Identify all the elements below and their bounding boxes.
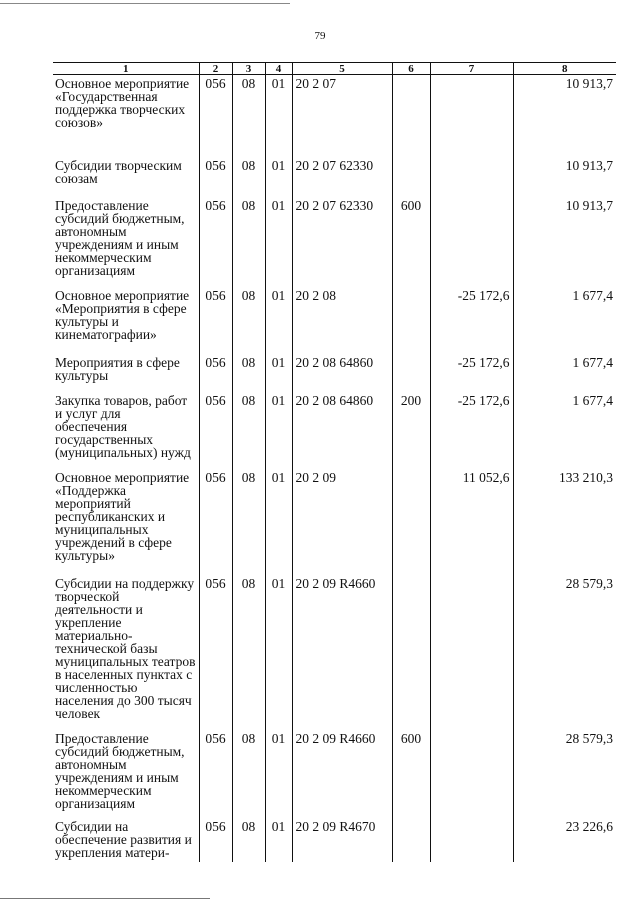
change-amount: [430, 730, 513, 818]
row-name: Мероприятия в сфере культуры: [55, 354, 180, 383]
row-name: Основное мероприятие «Государственная поддержка творческих союзов»: [55, 76, 190, 130]
scan-edge-line: [0, 3, 290, 4]
expense-type-code: [392, 575, 430, 730]
subsection-code: 01: [265, 75, 292, 157]
subsection-code: 01: [265, 157, 292, 197]
change-amount: -25 172,6: [430, 354, 513, 392]
article-code: 20 2 09 R4670: [292, 818, 392, 862]
table-row: [53, 818, 616, 862]
page-number: 79: [314, 30, 326, 42]
row-name: Субсидии на обеспечение развития и укрепления матери-: [55, 818, 192, 860]
table-row: [53, 354, 616, 392]
total-amount: 133 210,3: [513, 469, 616, 575]
article-code: 20 2 08 64860: [292, 392, 392, 469]
expense-type-code: [392, 157, 430, 197]
article-code: 20 2 08: [292, 287, 392, 354]
row-name: Основное мероприятие «Мероприятия в сфере культуры и кинематографии»: [55, 287, 190, 342]
row-name: Основное мероприятие «Поддержка мероприятий республиканских и муниципальных учреждений в сфере культуры»: [55, 469, 190, 563]
article-code: 20 2 09 R4660: [292, 575, 392, 730]
article-code: 20 2 09 R4660: [292, 730, 392, 818]
subsection-code: 01: [265, 730, 292, 818]
article-code: 20 2 07 62330: [292, 157, 392, 197]
column-header: 2: [199, 63, 232, 75]
section-code: 08: [232, 469, 265, 575]
table-row: [53, 287, 616, 354]
change-amount: -25 172,6: [430, 287, 513, 354]
section-code: 08: [232, 197, 265, 287]
article-code: 20 2 08 64860: [292, 354, 392, 392]
table-row: [53, 575, 616, 730]
section-code: 08: [232, 75, 265, 157]
ministry-code: 056: [199, 287, 232, 354]
change-amount: -25 172,6: [430, 392, 513, 469]
ministry-code: 056: [199, 75, 232, 157]
change-amount: [430, 197, 513, 287]
column-header: 1: [53, 63, 199, 75]
change-amount: [430, 818, 513, 862]
ministry-code: 056: [199, 157, 232, 197]
total-amount: 23 226,6: [513, 818, 616, 862]
column-header: 8: [513, 63, 616, 75]
total-amount: 28 579,3: [513, 575, 616, 730]
change-amount: 11 052,6: [430, 469, 513, 575]
subsection-code: 01: [265, 354, 292, 392]
expense-type-code: [392, 469, 430, 575]
section-code: 08: [232, 575, 265, 730]
expense-type-code: [392, 818, 430, 862]
table-row: [53, 75, 616, 157]
expense-type-code: [392, 75, 430, 157]
expense-type-code: [392, 354, 430, 392]
article-code: 20 2 07 62330: [292, 197, 392, 287]
column-header: 3: [232, 63, 265, 75]
ministry-code: 056: [199, 354, 232, 392]
change-amount: [430, 157, 513, 197]
expense-type-code: 600: [392, 197, 430, 287]
subsection-code: 01: [265, 469, 292, 575]
change-amount: [430, 75, 513, 157]
section-code: 08: [232, 354, 265, 392]
row-name: Предоставление субсидий бюджетным, автономным учреждениям и иным некоммерческим организациям: [55, 197, 185, 278]
subsection-code: 01: [265, 287, 292, 354]
section-code: 08: [232, 157, 265, 197]
budget-table: [53, 62, 616, 862]
section-code: 08: [232, 392, 265, 469]
row-name: Субсидии творческим союзам: [55, 157, 182, 186]
row-name: Субсидии на поддержку творческой деятельности и укрепление материально-технической базы муниципальных театров в населенных пунктах с численностью населения до 300 тысяч человек: [55, 575, 196, 721]
total-amount: 10 913,7: [513, 75, 616, 157]
table-row: [53, 730, 616, 818]
article-code: 20 2 09: [292, 469, 392, 575]
column-header: 4: [265, 63, 292, 75]
table-row: [53, 197, 616, 287]
section-code: 08: [232, 730, 265, 818]
ministry-code: 056: [199, 197, 232, 287]
column-header: 7: [430, 63, 513, 75]
expense-type-code: [392, 287, 430, 354]
subsection-code: 01: [265, 575, 292, 730]
section-code: 08: [232, 818, 265, 862]
expense-type-code: 600: [392, 730, 430, 818]
subsection-code: 01: [265, 197, 292, 287]
total-amount: 1 677,4: [513, 392, 616, 469]
total-amount: 10 913,7: [513, 157, 616, 197]
header-row: [53, 63, 616, 75]
table-row: [53, 469, 616, 575]
ministry-code: 056: [199, 818, 232, 862]
change-amount: [430, 575, 513, 730]
table-row: [53, 392, 616, 469]
scan-edge-line: [0, 898, 210, 899]
ministry-code: 056: [199, 730, 232, 818]
column-header: 5: [292, 63, 392, 75]
total-amount: 1 677,4: [513, 354, 616, 392]
expense-type-code: 200: [392, 392, 430, 469]
total-amount: 1 677,4: [513, 287, 616, 354]
article-code: 20 2 07: [292, 75, 392, 157]
row-name: Предоставление субсидий бюджетным, автономным учреждениям и иным некоммерческим организациям: [55, 730, 185, 811]
section-code: 08: [232, 287, 265, 354]
ministry-code: 056: [199, 392, 232, 469]
total-amount: 28 579,3: [513, 730, 616, 818]
ministry-code: 056: [199, 469, 232, 575]
ministry-code: 056: [199, 575, 232, 730]
total-amount: 10 913,7: [513, 197, 616, 287]
subsection-code: 01: [265, 818, 292, 862]
table-row: [53, 157, 616, 197]
column-header: 6: [392, 63, 430, 75]
subsection-code: 01: [265, 392, 292, 469]
row-name: Закупка товаров, работ и услуг для обеспечения государственных (муниципальных) нужд: [55, 392, 191, 460]
